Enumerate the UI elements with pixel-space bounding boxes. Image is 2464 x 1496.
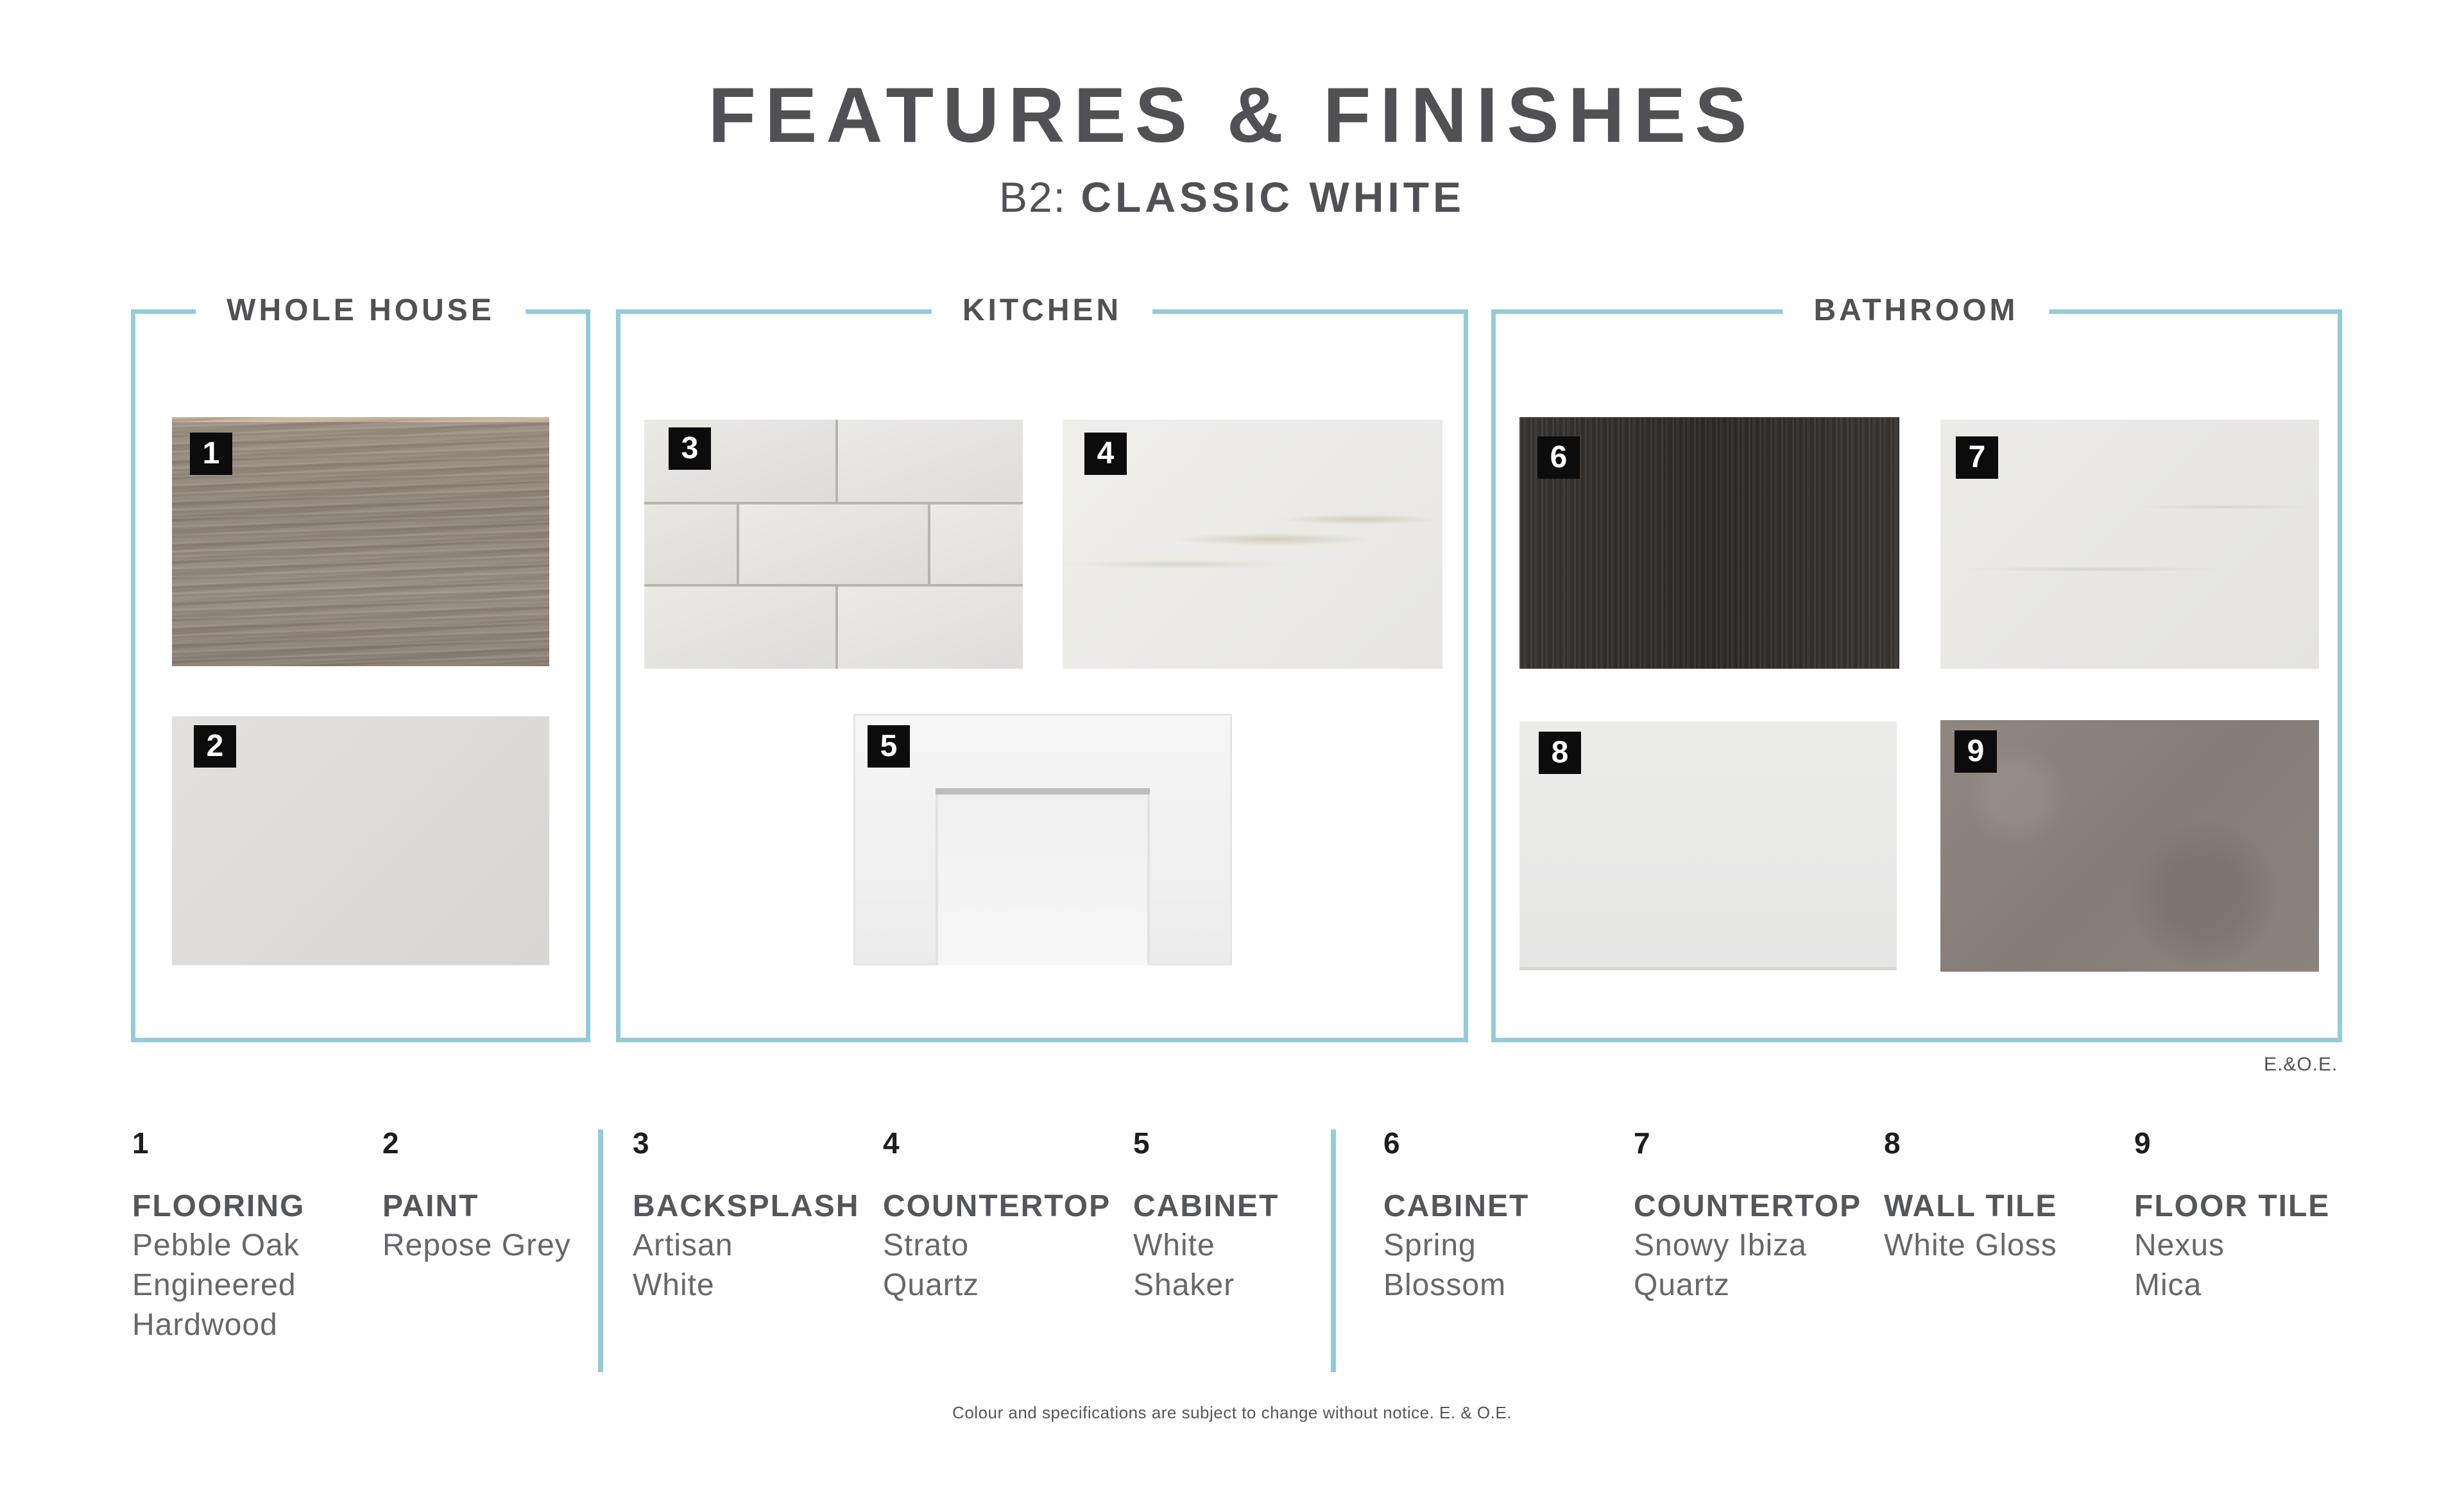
legend-category: PAINT (382, 1189, 479, 1223)
page-subtitle (0, 173, 2464, 221)
legend-item (382, 1128, 571, 1266)
page-title: FEATURES & FINISHES (708, 71, 1756, 159)
eoe-note: E.&O.E. (2264, 1054, 2338, 1075)
legend-item (1133, 1128, 1279, 1305)
legend-item (1634, 1128, 1861, 1305)
swatch-badge: 3 (669, 427, 711, 470)
swatch-backsplash (644, 420, 1023, 669)
legend-number: 6 (1383, 1126, 1400, 1160)
swatch-countertop-kitchen (1063, 420, 1442, 669)
legend-product: White Shaker (1133, 1228, 1235, 1302)
swatch-badge: 5 (868, 725, 910, 768)
legend-product: Artisan White (633, 1228, 733, 1302)
legend-category: CABINET (1383, 1189, 1530, 1223)
legend-category: COUNTERTOP (883, 1189, 1111, 1223)
swatch-badge: 4 (1084, 433, 1127, 475)
legend-category: CABINET (1133, 1189, 1279, 1223)
swatch-paint (172, 716, 549, 965)
kitchen-heading: KITCHEN (932, 295, 1152, 326)
disclaimer: Colour and specifications are subject to change without notice. E. & O.E. (952, 1403, 1512, 1422)
legend-number: 3 (633, 1126, 649, 1160)
legend-product: Repose Grey (382, 1228, 571, 1262)
swatch-wall-tile (1519, 721, 1897, 970)
swatch-badge: 7 (1956, 436, 1998, 479)
swatch-badge: 6 (1537, 436, 1580, 479)
legend-number: 1 (132, 1126, 149, 1160)
swatch-countertop-bathroom (1940, 420, 2319, 669)
legend-product: Snowy Ibiza Quartz (1634, 1228, 1807, 1302)
legend-divider (1331, 1130, 1336, 1372)
legend-category: COUNTERTOP (1634, 1189, 1862, 1223)
legend-category: FLOORING (132, 1189, 305, 1223)
swatch-badge: 9 (1955, 730, 1997, 773)
whole-house-heading: WHOLE HOUSE (196, 295, 526, 326)
legend-item (1383, 1128, 1529, 1305)
swatch-badge: 2 (194, 725, 236, 768)
legend-product: Nexus Mica (2134, 1228, 2225, 1302)
legend-item (2134, 1128, 2330, 1305)
swatch-flooring (172, 417, 549, 666)
legend-number: 5 (1133, 1126, 1150, 1160)
package-code: B2: (998, 173, 1067, 221)
swatch-cabinet-bathroom (1519, 417, 1899, 669)
bathroom-heading: BATHROOM (1783, 295, 2049, 326)
legend-product: White Gloss (1884, 1228, 2057, 1262)
legend-item (633, 1128, 859, 1305)
swatch-badge: 1 (190, 433, 232, 475)
legend-number: 8 (1884, 1126, 1901, 1160)
legend-item (1884, 1128, 2057, 1266)
legend-number: 4 (883, 1126, 900, 1160)
swatch-floor-tile (1940, 720, 2319, 972)
legend-product: Strato Quartz (883, 1228, 980, 1302)
swatch-badge: 8 (1539, 732, 1581, 774)
legend-number: 9 (2134, 1126, 2151, 1160)
legend-divider (598, 1130, 603, 1372)
cabinet-door-panel (936, 788, 1150, 965)
legend-product: Spring Blossom (1383, 1228, 1507, 1302)
legend-category: FLOOR TILE (2134, 1189, 2331, 1223)
legend-number: 2 (382, 1126, 399, 1160)
legend-category: BACKSPLASH (633, 1189, 860, 1223)
legend-product: Pebble Oak Engineered Hardwood (132, 1228, 300, 1342)
package-name: CLASSIC WHITE (1081, 173, 1466, 221)
swatch-cabinet-kitchen (853, 714, 1232, 965)
legend-item (883, 1128, 1111, 1305)
legend-number: 7 (1634, 1126, 1650, 1160)
legend-category: WALL TILE (1884, 1189, 2058, 1223)
legend-item (132, 1128, 305, 1345)
